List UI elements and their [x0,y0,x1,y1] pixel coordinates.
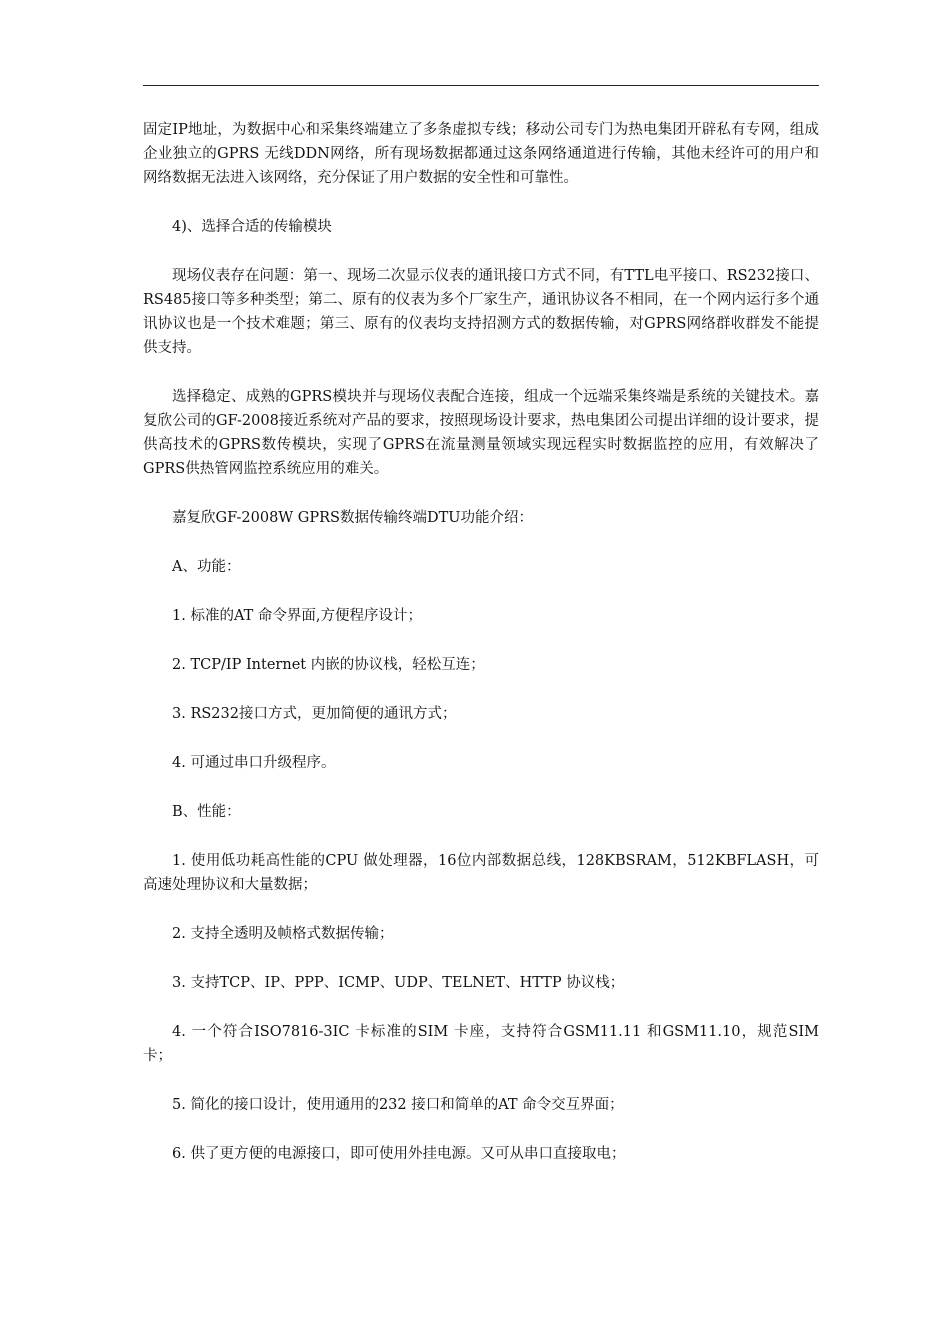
paragraph-1: 固定IP地址，为数据中心和采集终端建立了多条虚拟专线；移动公司专门为热电集团开辟私有专网，组成企业独立的GPRS 无线DDN网络，所有现场数据都通过这条网络通道进行传输，其他未经许可的用户和网络数据无法进入该网络，充分保证了用户数据的安全性和可靠性。 [143,122,819,186]
function-item-1: 1. 标准的AT 命令界面,方便程序设计； [172,608,423,624]
performance-item-2: 2. 支持全透明及帧格式数据传输； [172,926,394,942]
performance-item-1: 1. 使用低功耗高性能的CPU 做处理器，16位内部数据总线，128KBSRAM，512KBFLASH，可高速处理协议和大量数据； [143,853,819,893]
dtu-intro: 嘉复欣GF-2008W GPRS数据传输终端DTU功能介绍： [172,510,534,526]
performance-heading: B、性能： [172,804,241,820]
function-item-4: 4. 可通过串口升级程序。 [172,755,336,771]
function-item-2: 2. TCP/IP Internet 内嵌的协议栈，轻松互连； [172,657,485,673]
header-rule [143,85,819,86]
section-heading-4: 4)、选择合适的传输模块 [172,219,332,235]
paragraph-module-selection: 选择稳定、成熟的GPRS模块并与现场仪表配合连接，组成一个远端采集终端是系统的关键技术。嘉复欣公司的GF-2008接近系统对产品的要求，按照现场设计要求，热电集团公司提出详细的设计要求，提供高技术的GPRS数传模块，实现了GPRS在流量测量领域实现远程实时数据监控的应用，有效解决了GPRS供热管网监控系统应用的难关。 [143,389,819,477]
performance-item-5: 5. 简化的接口设计，使用通用的232 接口和简单的AT 命令交互界面； [172,1097,624,1113]
document-body [143,118,824,1191]
function-item-3: 3. RS232接口方式，更加简便的通讯方式； [172,706,457,722]
function-heading: A、功能： [172,559,241,575]
performance-item-3: 3. 支持TCP、IP、PPP、ICMP、UDP、TELNET、HTTP 协议栈； [172,975,625,991]
performance-item-6: 6. 供了更方便的电源接口，即可使用外挂电源。又可从串口直接取电； [172,1146,626,1162]
paragraph-meter-issues: 现场仪表存在问题：第一、现场二次显示仪表的通讯接口方式不同，有TTL电平接口、RS232接口、RS485接口等多种类型；第二、原有的仪表为多个厂家生产，通讯协议各不相同，在一个网内运行多个通讯协议也是一个技术难题；第三、原有的仪表均支持招测方式的数据传输，对GPRS网络群收群发不能提供支持。 [143,268,819,356]
performance-item-4: 4. 一个符合ISO7816-3IC 卡标准的SIM 卡座，支持符合GSM11.11 和GSM11.10，规范SIM 卡； [143,1024,824,1064]
